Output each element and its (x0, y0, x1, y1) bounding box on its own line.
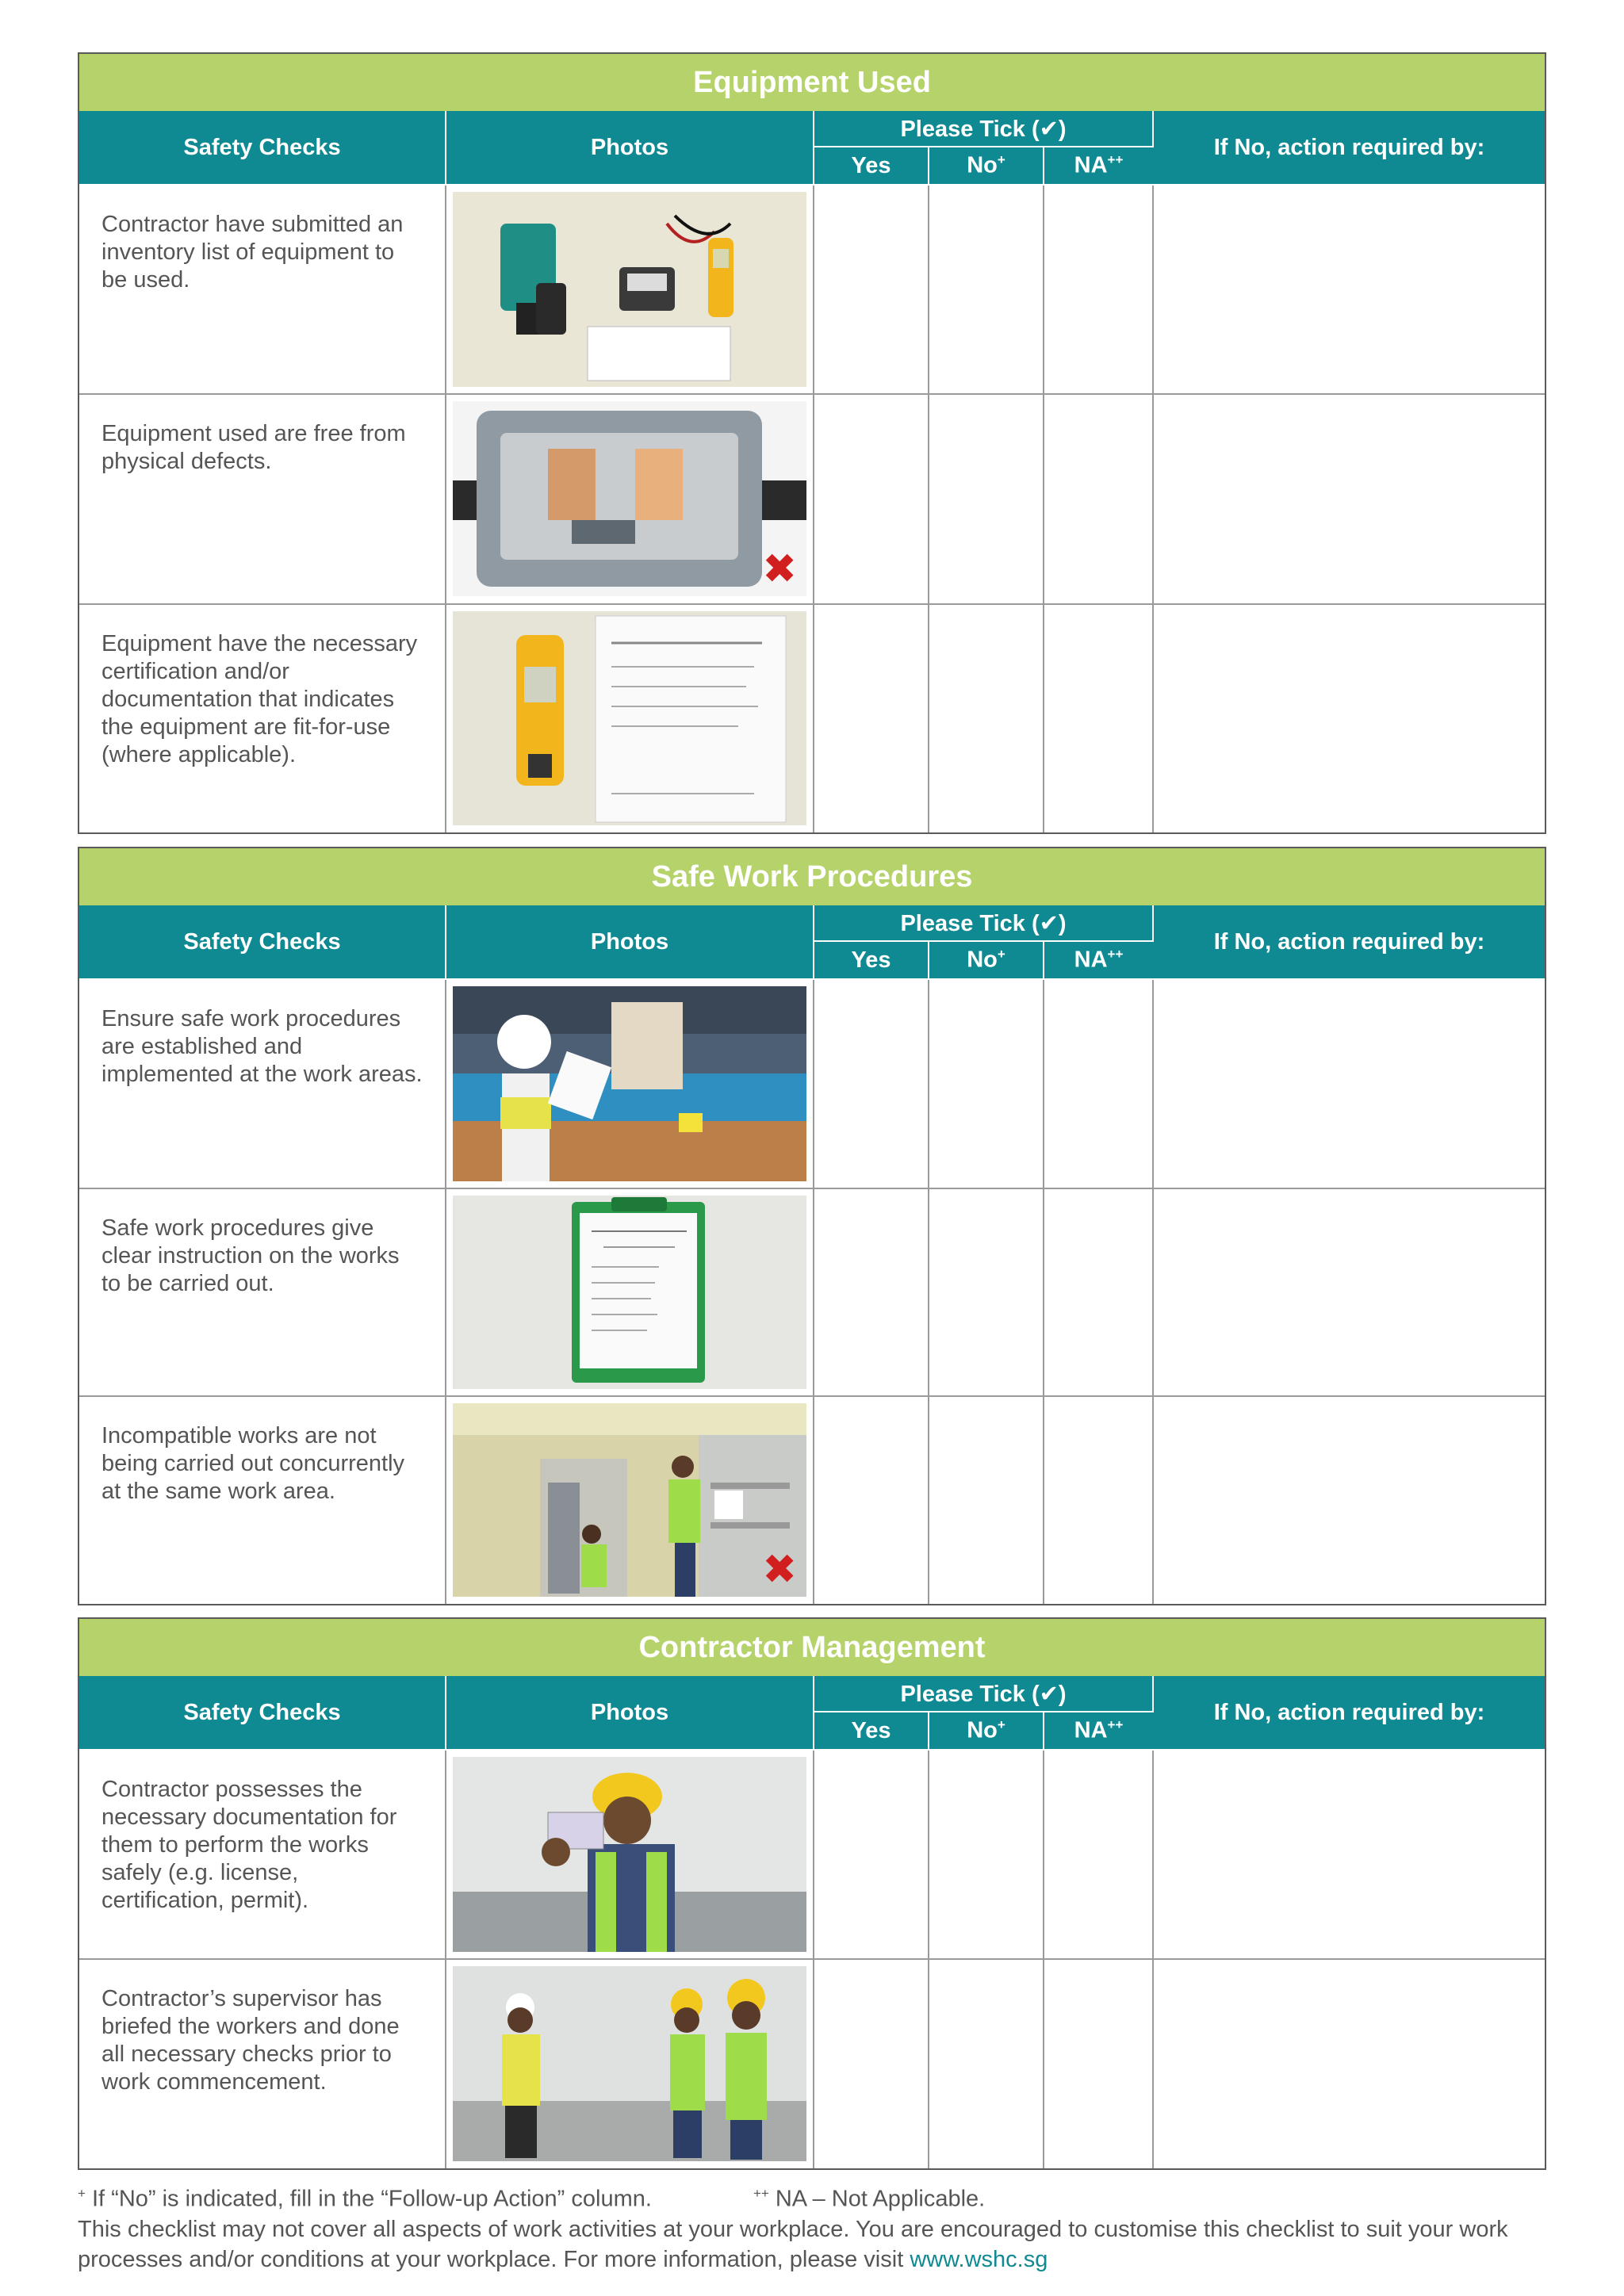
header-action-required: If No, action required by: (1153, 905, 1545, 979)
tick-na-cell[interactable] (1044, 979, 1153, 1188)
section-title: Equipment Used (79, 54, 1545, 111)
safety-check-text: Safe work procedures give clear instruction on the works to be carried out. (79, 1188, 446, 1396)
safety-check-text: Incompatible works are not being carried out concurrently at the same work area. (79, 1396, 446, 1604)
header-yes: Yes (814, 941, 929, 979)
cross-mark-icon: ✖ (762, 546, 797, 592)
header-safety-checks: Safety Checks (79, 1676, 446, 1750)
safety-check-text: Contractor possesses the necessary documentation for them to perform the works safely (e.g. license, certification, permit). (79, 1750, 446, 1959)
tick-no-cell[interactable] (929, 604, 1044, 832)
wshc-link[interactable]: www.wshc.sg (910, 2246, 1048, 2272)
tick-no-cell[interactable] (929, 1750, 1044, 1959)
checklist-table (79, 111, 1545, 832)
footnote-line: + If “No” is indicated, fill in the “Follow-up Action” column. ++ NA – Not Applicable. (78, 2186, 986, 2212)
tick-na-cell[interactable] (1044, 1959, 1153, 2168)
worker-license-photo (453, 1757, 806, 1952)
photo-illustration (453, 1757, 806, 1952)
defective-equipment-photo (453, 401, 806, 596)
header-photos: Photos (446, 1676, 814, 1750)
section-title: Safe Work Procedures (79, 848, 1545, 905)
action-required-cell[interactable] (1153, 394, 1545, 604)
disclaimer: This checklist may not cover all aspects of work activities at your workplace. You are encouraged to customise this checklist to suit your work processes and/or conditions at your workplace. For more information, please visit www.wshc.sg (78, 2216, 1508, 2272)
section-equipment-used (78, 52, 1546, 834)
action-required-cell[interactable] (1153, 1959, 1545, 2168)
section-safe-work-procedures (78, 847, 1546, 1605)
tick-no-cell[interactable] (929, 1959, 1044, 2168)
action-required-cell[interactable] (1153, 185, 1545, 394)
photo-illustration (453, 1403, 806, 1597)
header-photos: Photos (446, 111, 814, 185)
checklist-table (79, 1676, 1545, 2168)
tick-no-cell[interactable] (929, 1396, 1044, 1604)
header-action-required: If No, action required by: (1153, 1676, 1545, 1750)
header-no: No+ (929, 941, 1044, 979)
header-na: NA++ (1044, 941, 1153, 979)
header-na: NA++ (1044, 1712, 1153, 1750)
tick-yes-cell[interactable] (814, 1396, 929, 1604)
header-please-tick: Please Tick (✔) (814, 1676, 1153, 1712)
tick-na-cell[interactable] (1044, 1188, 1153, 1396)
worker-clipboard-photo (453, 986, 806, 1181)
tick-yes-cell[interactable] (814, 1959, 929, 2168)
concurrent-works-photo (453, 1403, 806, 1597)
photo-illustration (453, 986, 806, 1181)
header-no: No+ (929, 147, 1044, 185)
tick-yes-cell[interactable] (814, 1188, 929, 1396)
safety-check-text: Contractor’s supervisor has briefed the workers and done all necessary checks prior to work commencement. (79, 1959, 446, 2168)
header-please-tick: Please Tick (✔) (814, 905, 1153, 941)
footer-notes (78, 2179, 1561, 2275)
header-safety-checks: Safety Checks (79, 905, 446, 979)
supervisor-briefing-photo (453, 1966, 806, 2161)
header-action-required: If No, action required by: (1153, 111, 1545, 185)
tick-no-cell[interactable] (929, 979, 1044, 1188)
equipment-inventory-photo (453, 192, 806, 387)
header-no: No+ (929, 1712, 1044, 1750)
tick-na-cell[interactable] (1044, 604, 1153, 832)
tick-yes-cell[interactable] (814, 979, 929, 1188)
clipboard-procedure-photo (453, 1196, 806, 1389)
safety-check-text: Equipment have the necessary certification and/or documentation that indicates the equipment are fit-for-use (where applicable). (79, 604, 446, 832)
action-required-cell[interactable] (1153, 1188, 1545, 1396)
tick-na-cell[interactable] (1044, 185, 1153, 394)
header-safety-checks: Safety Checks (79, 111, 446, 185)
header-yes: Yes (814, 147, 929, 185)
header-na: NA++ (1044, 147, 1153, 185)
photo-illustration (453, 401, 806, 596)
equipment-certificate-photo (453, 611, 806, 825)
safety-check-text: Equipment used are free from physical defects. (79, 394, 446, 604)
action-required-cell[interactable] (1153, 604, 1545, 832)
section-contractor-management (78, 1617, 1546, 2170)
action-required-cell[interactable] (1153, 1750, 1545, 1959)
tick-no-cell[interactable] (929, 1188, 1044, 1396)
safety-check-text: Contractor have submitted an inventory list of equipment to be used. (79, 185, 446, 394)
action-required-cell[interactable] (1153, 979, 1545, 1188)
tick-na-cell[interactable] (1044, 1750, 1153, 1959)
photo-illustration (453, 1966, 806, 2161)
tick-yes-cell[interactable] (814, 185, 929, 394)
header-photos: Photos (446, 905, 814, 979)
cross-mark-icon: ✖ (762, 1547, 797, 1593)
footnote-na: NA – Not Applicable. (768, 2186, 986, 2212)
tick-yes-cell[interactable] (814, 394, 929, 604)
header-yes: Yes (814, 1712, 929, 1750)
tick-yes-cell[interactable] (814, 604, 929, 832)
photo-illustration (453, 192, 806, 387)
photo-illustration (453, 611, 806, 825)
section-title: Contractor Management (79, 1619, 1545, 1676)
footnote-no: If “No” is indicated, fill in the “Follow-up Action” column. (85, 2186, 652, 2212)
tick-no-cell[interactable] (929, 394, 1044, 604)
safety-check-text: Ensure safe work procedures are established and implemented at the work areas. (79, 979, 446, 1188)
action-required-cell[interactable] (1153, 1396, 1545, 1604)
tick-no-cell[interactable] (929, 185, 1044, 394)
tick-na-cell[interactable] (1044, 1396, 1153, 1604)
header-please-tick: Please Tick (✔) (814, 111, 1153, 147)
photo-illustration (453, 1196, 806, 1389)
checklist-table (79, 905, 1545, 1604)
tick-na-cell[interactable] (1044, 394, 1153, 604)
tick-yes-cell[interactable] (814, 1750, 929, 1959)
